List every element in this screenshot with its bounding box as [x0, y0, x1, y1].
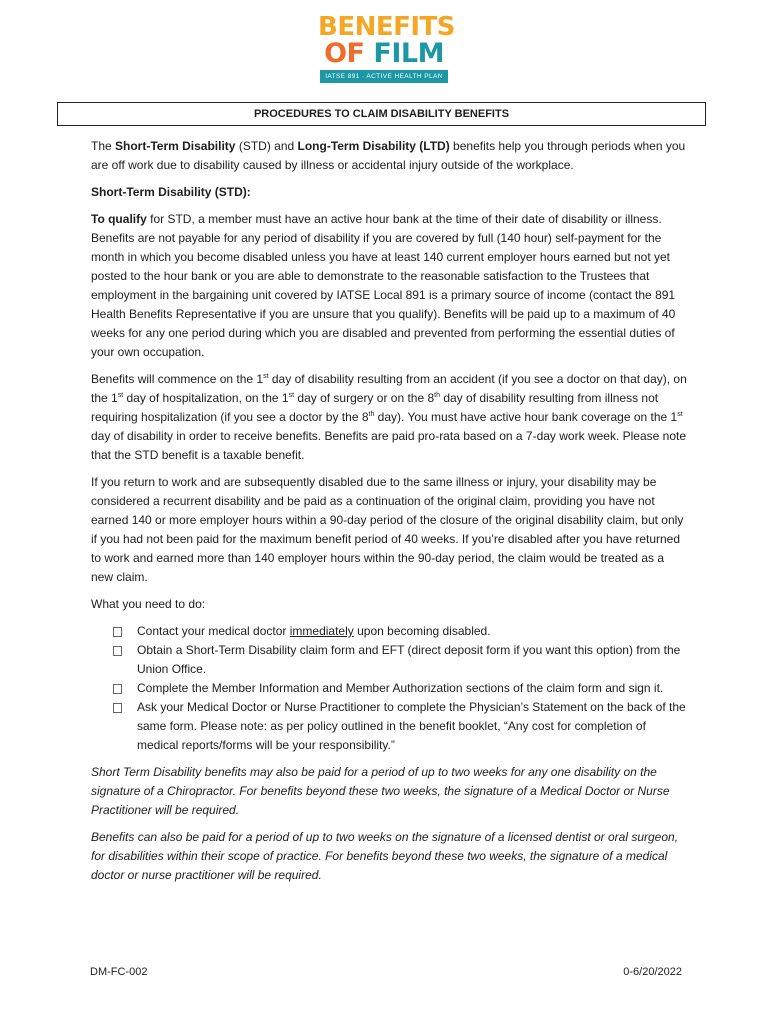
commence-paragraph [91, 370, 687, 465]
list-item [113, 641, 687, 679]
checkbox-icon [113, 627, 122, 637]
intro-text-1: The [91, 139, 116, 153]
sup-1: st [263, 373, 269, 380]
sup-6: st [677, 411, 683, 418]
todo-2-text: Obtain a Short-Term Disability claim form and EFT (direct deposit form if you want this option) from the Union Office. [137, 643, 681, 676]
logo-benefits-text: BENEFITS [318, 12, 455, 42]
commence-g: day of disability in order to receive benefits. Benefits are paid pro-rata based on a 7-day work week. Please note that the STD benefit is a taxable benefit. [91, 429, 687, 462]
todo-3-text: Complete the Member Information and Member Authorization sections of the claim form and sign it. [137, 681, 664, 695]
commence-f: day). You must have active hour bank coverage on the 1 [374, 410, 678, 424]
qualify-text: for STD, a member must have an active hour bank at the time of their date of disability or illness. Benefits are not payable for any period of disability if you are covered by full (140 hour) self-payment for the month in which you become disabled unless you have at least 140 current employer hours earned but not yet posted to the hour bank or you are able to demonstrate to the reasonable satisfaction to the Trustees that employment in the bargaining unit covered by IATSE Local 891 is a primary source of income (contact the 891 Health Benefits Representative if you are unsure that you qualify). Benefits will be paid up to a maximum of 40 weeks for any one period during which you are disabled and prevented from performing the essential duties of your own occupation. [91, 212, 676, 359]
intro-text-2: (STD) and [235, 139, 298, 153]
logo-tagline: IATSE 891 · ACTIVE HEALTH PLAN [320, 70, 448, 83]
revision-date: 0-6/20/2022 [623, 966, 682, 978]
todo-1-text-a: Contact your medical doctor [137, 624, 290, 638]
recurrent-paragraph: If you return to work and are subsequently disabled due to the same illness or injury, your disability may be considered a recurrent disability and be paid as a continuation of the original claim, providing you have not earned 140 or more employer hours within a 90-day period of the closure of the original disability claim, but only if you had not been paid for the maximum benefit period of 40 weeks. If you’re disabled after you have returned to work and earned more than 140 employer hours within the 90-day period, the claim would be treated as a new claim. [91, 475, 684, 584]
commence-c: day of hospitalization, on the 1 [123, 391, 289, 405]
commence-d: day of surgery or on the 8 [294, 391, 435, 405]
list-item [113, 698, 687, 755]
qualify-paragraph [91, 210, 687, 362]
form-code: DM-FC-002 [90, 966, 148, 978]
list-item [113, 622, 687, 641]
intro-paragraph [91, 137, 687, 175]
checkbox-icon [113, 684, 122, 694]
todo-1-underlined: immediately [289, 624, 354, 638]
benefits-of-film-logo [318, 12, 455, 83]
logo-of-film-text [318, 40, 450, 68]
todo-heading: What you need to do: [91, 597, 206, 611]
intro-ltd-bold: Long-Term Disability (LTD) [297, 139, 450, 153]
document-body [91, 137, 687, 893]
todo-list [91, 622, 687, 755]
commence-a: Benefits will commence on the 1 [91, 372, 264, 386]
sup-3: st [288, 392, 295, 399]
std-heading-text: Short-Term Disability (STD): [91, 185, 251, 199]
intro-std-bold: Short-Term Disability [115, 139, 236, 153]
logo-film: FILM [364, 38, 444, 69]
commence-e: day of disability resulting from illness not requiring hospitalization (if you see a doctor by the 8 [91, 391, 659, 424]
std-heading [91, 183, 687, 202]
checkbox-icon [113, 646, 122, 656]
list-item [113, 679, 687, 698]
sup-2: st [117, 392, 124, 399]
chiropractor-paragraph: Short Term Disability benefits may also be paid for a period of up to two weeks for any one disability on the signature of a Chiropractor. For benefits beyond these two weeks, the signature of a Medical Doctor or Nurse Practitioner will be required. [91, 765, 670, 817]
checkbox-icon [113, 703, 122, 713]
todo-4-text: Ask your Medical Doctor or Nurse Practitioner to complete the Physician’s Statement on the back of the same form. Please note: as per policy outlined in the benefit booklet, “Any cost for completion of medical reports/forms will be your responsibility.” [137, 700, 686, 752]
intro-text-3: benefits help you through periods when you are off work due to disability caused by illness or accidental injury outside of the workplace. [91, 139, 686, 172]
commence-b: day of disability resulting from an accident (if you see a doctor on that day), on the 1 [91, 372, 687, 405]
qualify-bold: To qualify [91, 212, 147, 226]
sup-4: th [434, 392, 440, 399]
dentist-paragraph: Benefits can also be paid for a period of up to two weeks on the signature of a licensed dentist or oral surgeon, for disabilities within their scope of practice. For benefits beyond these two weeks, the signature of a medical doctor or nurse practitioner will be required. [91, 830, 679, 882]
todo-1-text-b: upon becoming disabled. [353, 624, 491, 638]
page-title: PROCEDURES TO CLAIM DISABILITY BENEFITS [57, 102, 706, 126]
sup-5: th [368, 411, 375, 418]
logo-of: OF [324, 38, 365, 69]
